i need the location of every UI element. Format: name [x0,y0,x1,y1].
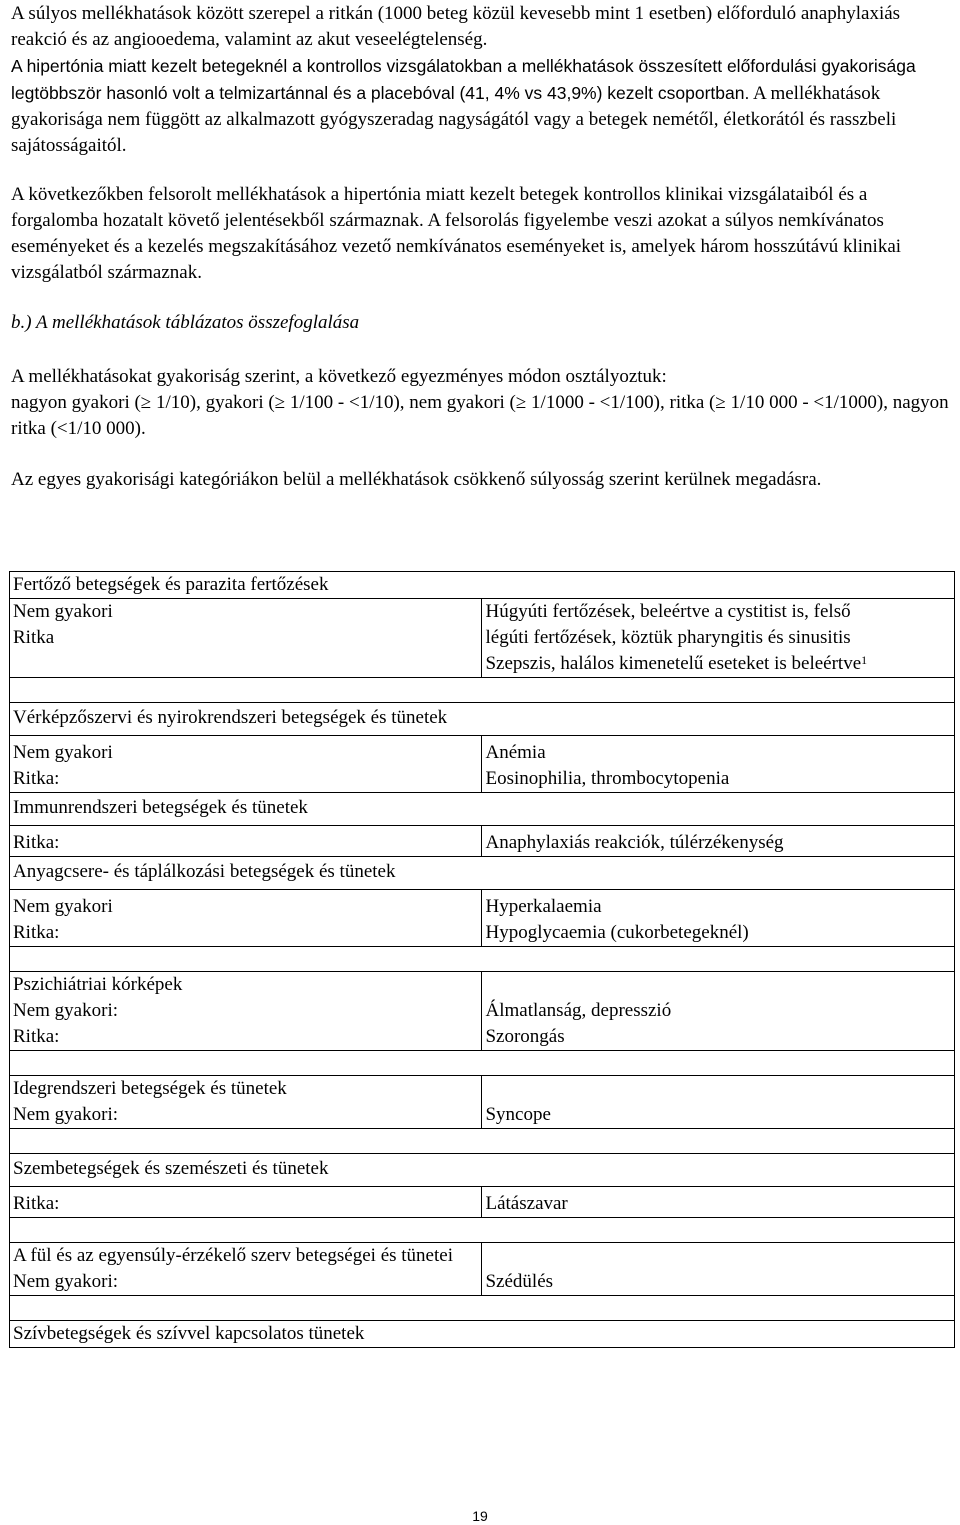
section-title-infections: Fertőző betegségek és parazita fertőzések [10,572,955,599]
section-title-psychiatric: Pszichiátriai kórképek [13,974,183,995]
effect-cell [482,890,955,947]
table-section-header [10,703,955,736]
effect-cell: Látászavar [482,1187,955,1218]
table-section-header [10,793,955,826]
frequency-label: Nem gyakori [13,896,113,917]
section-title-eye: Szembetegségek és szemészeti és tünetek [10,1154,955,1187]
frequency-cell: Ritka: [10,1187,482,1218]
frequency-label: Ritka: [13,922,60,943]
spacer-row [10,1296,955,1321]
spacer-row [10,1051,955,1076]
frequency-label: Ritka: [13,768,60,789]
spacer-row [10,947,955,972]
section-title-cardiac: Szívbetegségek és szívvel kapcsolatos tünetek [10,1321,955,1348]
frequency-label: Ritka: [13,1026,60,1047]
intro-text: A súlyos mellékhatások között szerepel a ritkán (1000 beteg közül kevesebb mint 1 esetben) előforduló anaphylaxiás reakció és az angiooedema, valamint az akut veseelégtelenség. [11,3,901,50]
effect-label: Szepszis, halálos kimenetelű eseteket is beleértve [485,653,862,674]
frequency-label: Nem gyakori: [13,1000,119,1021]
table-section-header [10,1154,955,1187]
frequency-cell [10,890,482,947]
adverse-effects-table [9,571,955,1348]
table-row [10,1243,955,1296]
frequency-label: Ritka [13,627,55,648]
frequency-label: Nem gyakori: [13,1271,119,1292]
effect-cell: Anaphylaxiás reakciók, túlérzékenység [482,826,955,857]
effect-label: légúti fertőzések, köztük pharyngitis és sinusitis [485,627,851,648]
frequency-cell [10,1243,482,1296]
spacer-row [10,1218,955,1243]
section-title-immune: Immunrendszeri betegségek és tünetek [10,793,955,826]
effect-label: Eosinophilia, thrombocytopenia [485,768,730,789]
section-title-nervous: Idegrendszeri betegségek és tünetek [13,1078,287,1099]
section-title-metabolism: Anyagcsere- és táplálkozási betegségek és tünetek [10,857,955,890]
table-row [10,1076,955,1129]
spacer-row [10,1129,955,1154]
effect-label: Anémia [485,742,546,763]
frequency-cell [10,972,482,1051]
frequency-label: Nem gyakori [13,742,113,763]
intro-paragraph [11,1,951,159]
frequency-cell [10,736,482,793]
effect-label: Hypoglycaemia (cukorbetegeknél) [485,922,749,943]
hypertension-text-b: A mellékhatások gyakorisága nem függött az alkalmazott gyógyszeradag nagyságától vagy a betegek nemétől, életkorától és rasszbeli sajátosságaitól. [11,83,897,156]
listed-effects-paragraph: A következőkben felsorolt mellékhatások a hipertónia miatt kezelt betegek kontrollos klinikai vizsgálataiból és a forgalomba hozatalt követő jelentésekből származnak. A felsorolás figyelembe veszi azokat a súlyos nemkívánatos eseményeket és a kezelés megszakításához vezető nemkívánatos eseményeket is, amelyek három hosszútávú klinikai vizsgálatból származnak. [11,184,902,283]
table-section-header [10,857,955,890]
effect-label: Álmatlanság, depresszió [485,1000,672,1021]
hypertension-text-a: A hipertónia miatt kezelt betegeknél a kontrollos vizsgálatokban a mellékhatások összesített előfordulási gyakorisága legtöbbször hasonló volt a telmizartánnal és a placebóval (41, 4% vs 43,9%) kezelt csoportban. [11,56,916,103]
order-note-paragraph: Az egyes gyakorisági kategóriákon belül a mellékhatások csökkenő súlyosság szerint kerülnek megadásra. [11,469,822,490]
effect-label: Hyperkalaemia [485,896,602,917]
frequency-label: Nem gyakori: [13,1104,119,1125]
frequency-definitions: nagyon gyakori (≥ 1/10), gyakori (≥ 1/100 - <1/10), nem gyakori (≥ 1/1000 - <1/100), ritka (≥ 1/10 000 - <1/1000), nagyon ritka (<1/10 000). [11,392,949,439]
effect-label: Szorongás [485,1026,565,1047]
table-section-header [10,572,955,599]
table-row [10,1187,955,1218]
table-row [10,599,955,678]
frequency-cell: Ritka: [10,826,482,857]
section-heading: b.) A mellékhatások táblázatos összefoglalása [11,312,360,333]
effect-cell [482,972,955,1051]
table-section-header [10,1321,955,1348]
effect-cell [482,1076,955,1129]
effect-label: Szédülés [485,1271,554,1292]
section-title-ear: A fül és az egyensúly-érzékelő szerv betegségei és tünetei [13,1245,453,1266]
section-title-blood: Vérképzőszervi és nyirokrendszeri betegségek és tünetek [10,703,955,736]
effect-cell [482,736,955,793]
effect-cell [482,1243,955,1296]
effect-label: Húgyúti fertőzések, beleértve a cystitist is, felső [485,601,851,622]
table-row [10,972,955,1051]
frequency-paragraph [11,364,951,442]
table-row [10,826,955,857]
table-row [10,736,955,793]
page-number: 19 [472,1508,488,1524]
table-row [10,890,955,947]
frequency-cell [10,599,482,678]
frequency-intro: A mellékhatásokat gyakoriság szerint, a következő egyezményes módon osztályoztuk: [11,366,667,387]
frequency-label: Nem gyakori [13,601,113,622]
effect-cell [482,599,955,678]
effect-label: Syncope [485,1104,551,1125]
spacer-row [10,678,955,703]
frequency-cell [10,1076,482,1129]
footnote-marker: 1 [861,653,868,667]
